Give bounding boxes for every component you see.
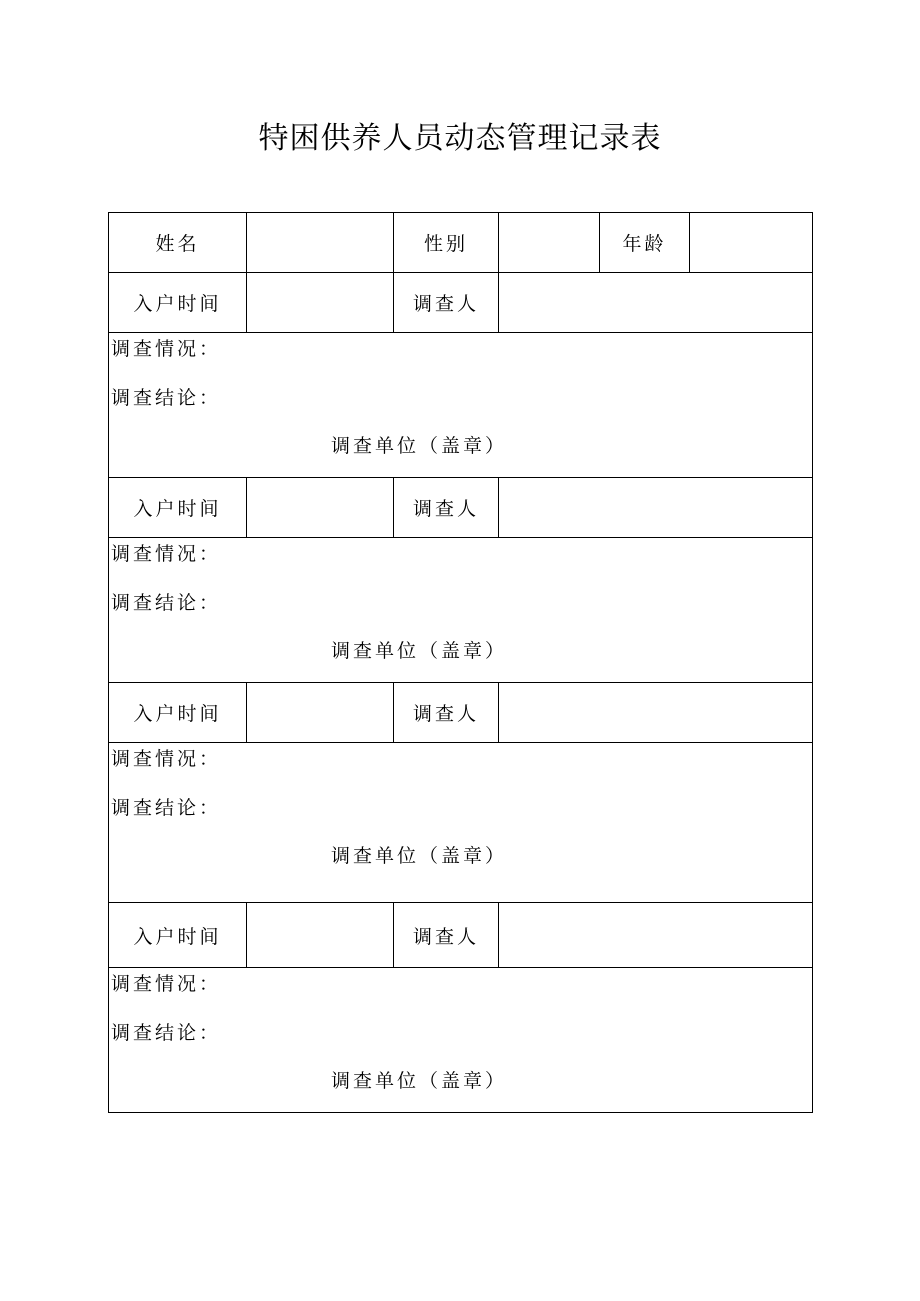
survey-unit-seal-label: 调查单位（盖章） — [331, 435, 508, 457]
survey-situation-label: 调查情况： — [111, 543, 222, 565]
page-title: 特困供养人员动态管理记录表 — [258, 121, 662, 156]
basic-info-row — [109, 213, 813, 273]
visit-info-row — [109, 273, 813, 333]
record-form-table — [108, 212, 813, 1113]
survey-conclusion-label: 调查结论： — [111, 387, 222, 409]
visit-time-field[interactable] — [247, 478, 394, 538]
investigator-field[interactable] — [499, 683, 813, 743]
survey-conclusion-label: 调查结论： — [111, 1022, 222, 1044]
investigator-label: 调查人 — [394, 903, 499, 968]
survey-situation-label: 调查情况： — [111, 748, 222, 770]
visit-time-label: 入户时间 — [109, 478, 247, 538]
gender-label: 性别 — [394, 213, 499, 273]
age-field[interactable] — [690, 213, 813, 273]
visit-time-field[interactable] — [247, 903, 394, 968]
survey-unit-seal-label: 调查单位（盖章） — [331, 845, 508, 867]
investigator-field[interactable] — [499, 478, 813, 538]
name-label: 姓名 — [109, 213, 247, 273]
survey-unit-seal-label: 调查单位（盖章） — [331, 640, 508, 662]
visit-time-label: 入户时间 — [109, 683, 247, 743]
visit-time-field[interactable] — [247, 683, 394, 743]
survey-record-block[interactable] — [109, 743, 813, 903]
visit-info-row — [109, 683, 813, 743]
name-field[interactable] — [247, 213, 394, 273]
visit-time-field[interactable] — [247, 273, 394, 333]
survey-conclusion-label: 调查结论： — [111, 797, 222, 819]
survey-record-block[interactable] — [109, 968, 813, 1113]
survey-record-row — [109, 743, 813, 903]
visit-info-row — [109, 903, 813, 968]
survey-unit-seal-label: 调查单位（盖章） — [331, 1070, 508, 1092]
survey-record-row — [109, 538, 813, 683]
visit-time-label: 入户时间 — [109, 273, 247, 333]
survey-record-block[interactable] — [109, 333, 813, 478]
survey-situation-label: 调查情况： — [111, 338, 222, 360]
visit-info-row — [109, 478, 813, 538]
investigator-label: 调查人 — [394, 478, 499, 538]
investigator-field[interactable] — [499, 903, 813, 968]
survey-record-row — [109, 968, 813, 1113]
survey-record-block[interactable] — [109, 538, 813, 683]
survey-situation-label: 调查情况： — [111, 973, 222, 995]
survey-record-row — [109, 333, 813, 478]
survey-conclusion-label: 调查结论： — [111, 592, 222, 614]
gender-field[interactable] — [499, 213, 600, 273]
visit-time-label: 入户时间 — [109, 903, 247, 968]
investigator-field[interactable] — [499, 273, 813, 333]
investigator-label: 调查人 — [394, 273, 499, 333]
age-label: 年龄 — [600, 213, 690, 273]
investigator-label: 调查人 — [394, 683, 499, 743]
